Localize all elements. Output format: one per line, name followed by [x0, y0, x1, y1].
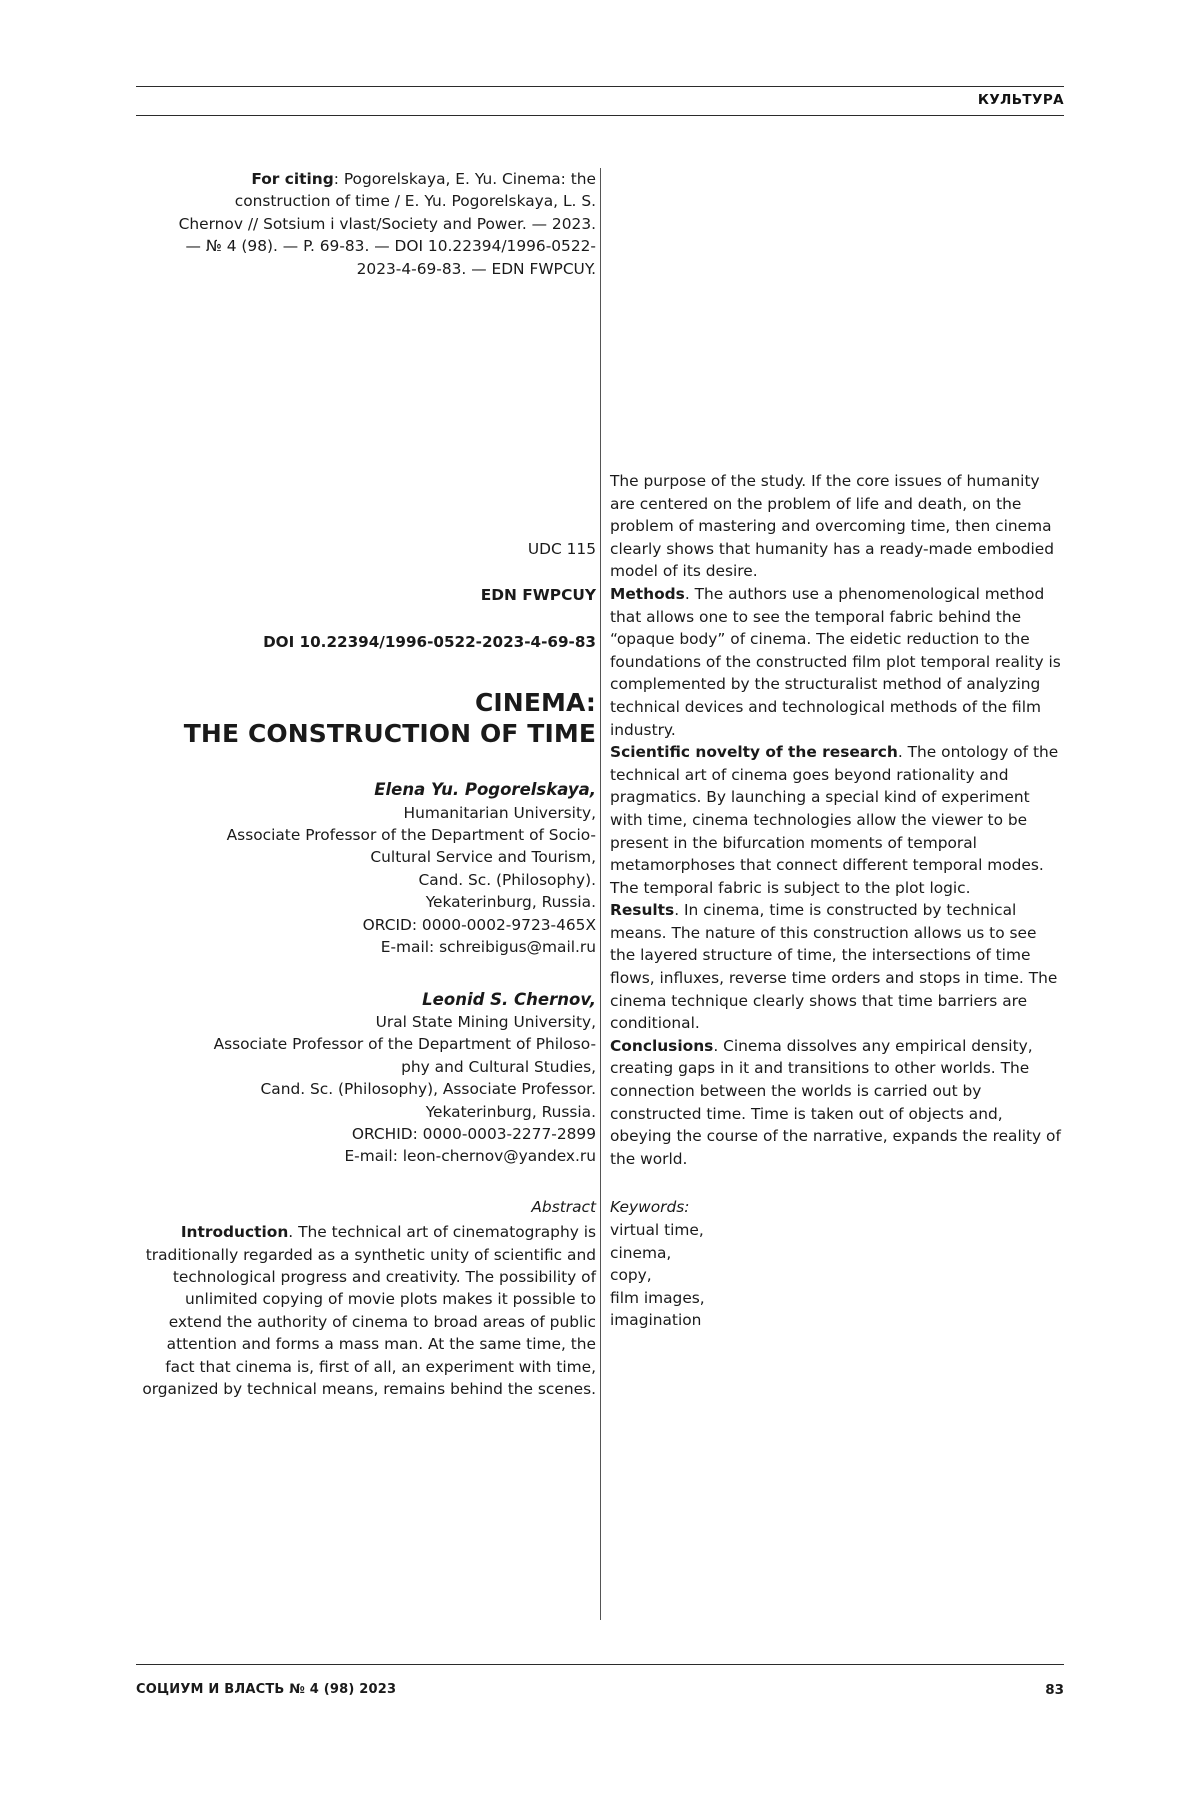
keyword-item: copy,	[610, 1266, 652, 1285]
author-1-name: Elena Yu. Pogorelskaya,	[374, 780, 596, 800]
affiliation-line: Associate Professor of the Department of Socio-	[226, 826, 596, 845]
affiliation-line: Cand. Sc. (Philosophy), Associate Professor.	[260, 1080, 596, 1099]
abstract-label: Abstract	[531, 1197, 596, 1216]
keyword-item: virtual time,	[610, 1221, 704, 1239]
novelty-label: Scientific novelty of the research	[610, 743, 898, 762]
results-paragraph	[610, 899, 1065, 1035]
results-label: Results	[610, 901, 675, 920]
header-section-title: КУЛЬТУРА	[977, 92, 1064, 108]
email-line[interactable]: E-mail: leon-chernov@yandex.ru	[344, 1147, 596, 1166]
header-rule-bottom	[136, 115, 1064, 116]
conclusions-label: Conclusions	[610, 1036, 714, 1055]
introduction-text: . The technical art of cinematography is traditionally regarded as a synthetic unity of scientific and technological progress and creativity. The possibility of unlimited copying of movie plots makes it possible to extend the authority of cinema to broad areas of public attention and forms a mass man. At the same time, the fact that cinema is, first of all, an experiment with time, organized by technical means, remains behind the scenes.	[142, 1223, 596, 1398]
article-title-line-2: THE CONSTRUCTION OF TIME	[183, 719, 596, 749]
keyword-item: cinema,	[610, 1243, 672, 1262]
for-citing-label: For citing	[251, 170, 334, 188]
keyword-item: film images,	[610, 1288, 705, 1307]
methods-label: Methods	[610, 584, 685, 603]
author-2-name: Leonid S. Chernov,	[422, 989, 596, 1009]
doi-line: DOI 10.22394/1996-0522-2023-4-69-83	[263, 632, 596, 651]
page-footer	[136, 1664, 1064, 1698]
page-title	[136, 687, 596, 749]
novelty-text: . The ontology of the technical art of cinema goes beyond rationality and pragmatics. By launching a special kind of experiment with time, cinema technologies allow the viewer to be present in the bifurcation moments of temporal metamorphoses that connect different temporal modes. The temporal fabric is subject to the plot logic.	[610, 743, 1059, 897]
affiliation-line: Cultural Service and Tourism,	[370, 848, 596, 867]
methods-text: . The authors use a phenomenological method that allows one to see the temporal fabric behind the “opaque body” of cinema. The eidetic reduction to the foundations of the constructed film plot temporal reality is complemented by the structuralist method of analyzing technical devices and technological methods of the film industry.	[610, 584, 1061, 739]
purpose-paragraph	[610, 470, 1065, 583]
novelty-paragraph	[610, 741, 1065, 899]
right-column	[610, 470, 1065, 1332]
affiliation-line: Humanitarian University,	[403, 803, 596, 822]
author-1-affiliation	[136, 802, 596, 959]
author-2-affiliation	[136, 1011, 596, 1168]
introduction-label: Introduction	[180, 1223, 289, 1242]
conclusions-text: . Cinema dissolves any empirical density, creating gaps in it and transitions to other worlds. The connection between the worlds is carried out by constructed time. Time is taken out of objects and, obeying the course of the narrative, expands the reality of the world.	[610, 1036, 1061, 1168]
affiliation-line: Yekaterinburg, Russia.	[425, 893, 596, 912]
affiliation-line: Yekaterinburg, Russia.	[425, 1102, 596, 1121]
column-divider	[600, 168, 601, 1620]
conclusions-paragraph	[610, 1035, 1065, 1171]
affiliation-line: Cand. Sc. (Philosophy).	[418, 870, 596, 889]
affiliation-line: Ural State Mining University,	[375, 1012, 596, 1031]
email-line[interactable]: E-mail: schreibigus@mail.ru	[380, 938, 596, 957]
article-title-line-1: CINEMA:	[474, 688, 596, 718]
footer-page-number: 83	[1045, 1682, 1064, 1698]
article-meta	[136, 538, 596, 653]
for-citing-block	[136, 168, 596, 280]
affiliation-line: Associate Professor of the Department of Philoso-	[213, 1035, 596, 1054]
for-citing-text: : Pogorelskaya, E. Yu. Cinema: the construction of time / E. Yu. Pogorelskaya, L. S. Chernov // Sotsium i vlast/Society and Power. — 2023. — № 4 (98). — P. 69-83. — DOI 10.22394/1996-0522-2023-4-69-83. — EDN FWPCUY.	[178, 170, 596, 278]
results-text: . In cinema, time is constructed by technical means. The nature of this construction allows us to see the layered structure of time, the intersections of time flows, influxes, reverse time orders and stops in time. The cinema technique clearly shows that time barriers are conditional.	[610, 901, 1058, 1033]
header-rule-top	[136, 86, 1064, 87]
abstract-text	[136, 1221, 596, 1400]
affiliation-line: phy and Cultural Studies,	[401, 1057, 596, 1076]
orcid-line: ORCID: 0000-0002-9723-465X	[362, 915, 596, 934]
keyword-item: imagination	[610, 1311, 702, 1330]
footer-rule	[136, 1664, 1064, 1665]
page-header	[136, 86, 1064, 116]
edn-line: EDN FWPCUY	[480, 586, 596, 605]
left-column	[136, 168, 596, 1416]
keywords-label-wrap: Keywords:	[610, 1198, 690, 1217]
footer-journal-title: СОЦИУМ И ВЛАСТЬ № 4 (98) 2023	[136, 1682, 397, 1697]
udc-line: UDC 115	[527, 540, 596, 559]
orcid-line: ORCHID: 0000-0003-2277-2899	[351, 1124, 596, 1143]
methods-paragraph	[610, 583, 1065, 741]
keywords-label: Keywords	[610, 1198, 685, 1217]
purpose-text: The purpose of the study. If the core issues of humanity are centered on the problem of life and death, on the problem of mastering and overcoming time, then cinema clearly shows that humanity has a ready-made embodied model of its desire.	[610, 472, 1055, 581]
